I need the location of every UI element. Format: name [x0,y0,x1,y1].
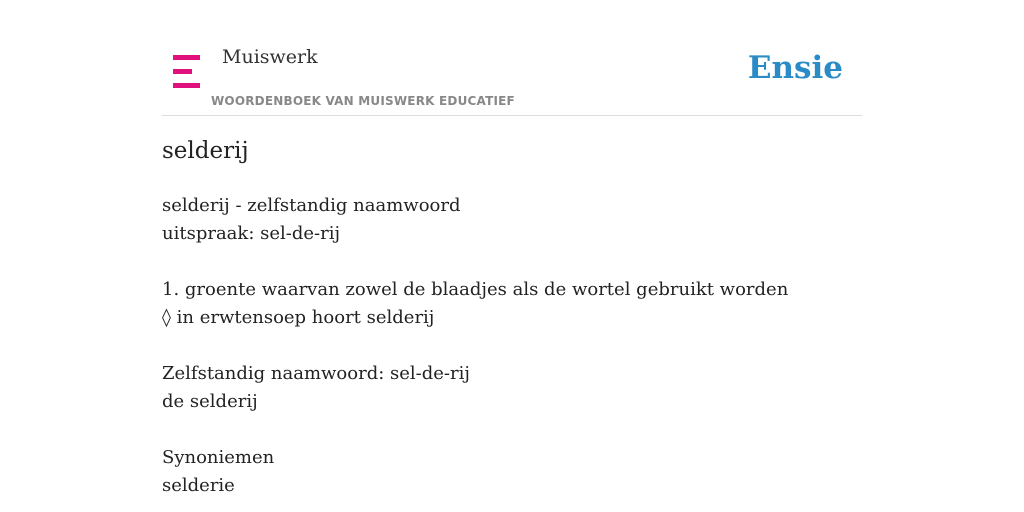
spacer [162,248,788,276]
brand-name-link[interactable]: Muiswerk [222,46,318,68]
spacer [162,332,788,360]
entry-definition: 1. groente waarvan zowel de blaadjes als de wortel gebruikt worden [162,279,789,300]
grammar-heading: Zelfstandig naamwoord: sel-de-rij [162,363,470,384]
synonyms-heading: Synoniemen [162,447,275,468]
site-header [162,0,862,116]
entry-pronunciation: uitspraak: sel-de-rij [162,223,341,244]
entry-example: ◊ in erwtensoep hoort selderij [162,307,435,328]
page [162,0,862,512]
ensie-logo-link[interactable]: Ensie [747,50,843,86]
grammar-article: de selderij [162,391,258,412]
logo-bar-bottom [173,83,200,88]
muiswerk-logo-icon[interactable] [173,55,200,88]
brand-subtitle: WOORDENBOEK VAN MUISWERK EDUCATIEF [211,94,515,108]
spacer [162,416,788,444]
entry-body [162,192,788,500]
synonym-item: selderie [162,475,235,496]
entry-title: selderij [162,138,249,164]
entry-headline: selderij - zelfstandig naamwoord [162,195,461,216]
logo-bar-middle [173,69,192,74]
logo-bar-top [173,55,200,60]
